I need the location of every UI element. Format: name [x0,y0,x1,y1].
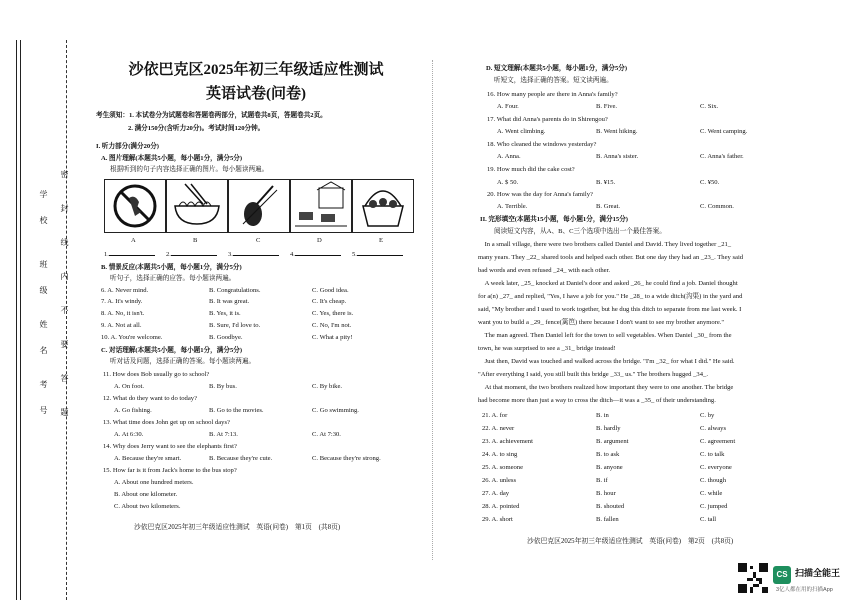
question-text: 20. How was the day for Anna's family? [487,191,593,198]
exam-subtitle: 英语试卷(问卷) [206,86,306,102]
picture-noodles [166,179,228,233]
option[interactable]: A. About one hundred meters. [114,479,194,486]
option[interactable]: B. Goodbye. [209,334,243,341]
question-text: 17. What did Anna's parents do in Shirengou? [487,116,608,123]
passage-line: Just then, David was touched and walked across the bridge. "I'm _32_ for what I did." He said. [478,358,735,365]
option[interactable]: A. Because they're smart. [114,455,182,462]
picture-farm [290,179,352,233]
no-talking-icon [105,180,165,232]
option[interactable]: A. At 6:30. [114,431,144,438]
scanner-tagline: 3亿人都在用的扫描App [776,587,833,593]
part2-heading: II. 完形填空(本题共15小题，每小题1分，满分15分) [480,216,628,223]
exam-title: 沙依巴克区2025年初三年级适应性测试 [128,62,384,78]
picture-basket [352,179,414,233]
option[interactable]: C. What a pity! [312,334,353,341]
passage-line: for a(n) _27_ and replied, "Yes, I have a job for you." He _28_ to a wide ditch(沟渠) in the yard and [478,293,743,300]
option[interactable]: C. everyone [700,464,732,471]
secA-heading: A. 图片理解(本题共5小题，每小题1分，满分5分) [101,155,243,162]
secD-desc: 听短文，选择正确的答案。短文读两遍。 [494,77,613,84]
option[interactable]: C. Went camping. [700,128,748,135]
picture-no-noise [104,179,166,233]
passage-line: At that moment, the two brothers realized how important they were to one another. The bridge [478,384,734,391]
option[interactable]: B. Went hiking. [596,128,638,135]
answer-blank-2[interactable]: 2. [166,252,217,259]
option[interactable]: 9. A. Not at all. [101,322,142,329]
option[interactable]: B. in [596,412,609,419]
fruit-basket-icon [353,180,413,232]
option[interactable]: 6. A. Never mind. [101,287,149,294]
passage-line: The man agreed. Then Daniel left for the town to sell vegetables. When Daniel _30_ from the [478,332,732,339]
passage-line: town, he was surprised to see a _31_ bridge instead! [478,345,616,352]
option[interactable]: C. Common. [700,203,734,210]
part2-desc: 阅读短文内容，从A、B、C三个选项中选出一个最佳答案。 [494,228,666,235]
option[interactable]: 21. A. for [482,412,508,419]
option[interactable]: C. Yes, there is. [312,310,354,317]
option[interactable]: B. Sure, I'd love to. [209,322,261,329]
option[interactable]: B. Anna's sister. [596,153,639,160]
option[interactable]: C. Six. [700,103,719,110]
option[interactable]: B. hardly [596,425,621,432]
scanner-app-name: 扫描全能王 [795,568,841,578]
option[interactable]: C. No, I'm not. [312,322,352,329]
option[interactable]: B. hour [596,490,616,497]
option[interactable]: A. Went climbing. [497,128,546,135]
option[interactable]: C. ¥50. [700,179,720,186]
option[interactable]: 29. A. short [482,516,513,523]
binding-margin [0,0,72,608]
option[interactable]: B. Great. [596,203,620,210]
option[interactable]: A. Anna. [497,153,521,160]
secD-heading: D. 短文理解(本题共5小题，每小题1分，满分5分) [486,65,628,72]
option[interactable]: B. shouted [596,503,625,510]
option[interactable]: A. Terrible. [497,203,528,210]
option[interactable]: C. always [700,425,727,432]
secB-heading: B. 情景反应(本题共5小题，每小题1分，满分5分) [101,264,242,271]
page-divider [432,60,433,560]
option[interactable]: 7. A. It's windy. [101,298,143,305]
farm-icon [291,180,351,232]
passage-line: "After everything I said, you still built this bridge _33_ us." The brothers hugged _34_. [478,371,708,378]
notes-line-2: 2. 满分150分(含听力20分)。考试时间120分钟。 [128,125,265,132]
seal-text: 密封线内不要答题 [60,170,69,442]
secA-desc: 根据听到的句子内容选择正确的图片。每小题读两遍。 [110,166,269,173]
binding-label-class: 班级 [39,260,48,312]
noodle-bowl-icon [167,180,227,232]
option[interactable]: C. jumped [700,503,728,510]
option[interactable]: C. tall [700,516,717,523]
option[interactable]: B. fallen [596,516,619,523]
option[interactable]: C. to talk [700,451,725,458]
option[interactable]: 22. A. never [482,425,515,432]
option[interactable]: 10. A. You're welcome. [101,334,163,341]
option[interactable]: A. Go fishing. [114,407,152,414]
option[interactable]: B. Congratulations. [209,287,261,294]
answer-blank-4[interactable]: 4. [290,252,341,259]
question-text: 18. Who cleaned the windows yesterday? [487,141,597,148]
option[interactable]: B. ¥15. [596,179,616,186]
option[interactable]: B. argument [596,438,629,445]
option[interactable]: B. About one kilometer. [114,491,178,498]
option[interactable]: C. by [700,412,715,419]
option[interactable]: C. It's cheap. [312,298,347,305]
page-footer-2: 沙依巴克区2025年初三年级适应性测试 英语(问卷) 第2页 (共8页) [527,538,734,545]
qr-code-icon [738,563,768,593]
question-text: 12. What do they want to do today? [103,395,198,402]
passage-line: want you to build a _29_ fence(篱笆) there because I don't want to see my brother anymore." [478,319,725,326]
option[interactable]: C. By bike. [312,383,343,390]
answer-blank-3[interactable]: 3. [228,252,279,259]
option[interactable]: B. anyone [596,464,623,471]
image-label-c: C [256,237,261,244]
option[interactable]: C. At 7:30. [312,431,341,438]
option[interactable]: 27. A. day [482,490,510,497]
question-text: 19. How much did the cake cost? [487,166,575,173]
page-footer-1: 沙依巴克区2025年初三年级适应性测试 英语(问卷) 第1页 (共8页) [134,524,341,531]
option[interactable]: B. By bus. [209,383,237,390]
option[interactable]: 23. A. achievement [482,438,533,445]
option[interactable]: 28. A. pointed [482,503,520,510]
option[interactable]: B. Go to the movies. [209,407,264,414]
option[interactable]: B. if [596,477,608,484]
binding-label-number: 考号 [39,380,48,432]
passage-line: many years. They _22_ shared tools and helped each other. But one day they had an _23_. They said [478,254,744,261]
option[interactable]: C. About two kilometers. [114,503,181,510]
camscanner-logo-icon: CS [773,566,791,584]
binding-line [16,40,17,600]
question-text: 16. How many people are there in Anna's family? [487,91,618,98]
option[interactable]: C. Because they're strong. [312,455,381,462]
violin-icon [229,180,289,232]
option[interactable]: A. $ 50. [497,179,519,186]
option[interactable]: C. Anna's father. [700,153,744,160]
option[interactable]: A. Four. [497,103,519,110]
passage-line: A week later, _25_ knocked at Daniel's door and asked _26_ he could find a job. Daniel thought [478,280,738,287]
answer-blank-5[interactable]: 5. [352,252,403,259]
secC-desc: 听对话及问题，选择正确的答案。每小题读两遍。 [110,358,256,365]
option[interactable]: C. while [700,490,723,497]
option[interactable]: 8. A. No, it isn't. [101,310,145,317]
answer-blank-1[interactable]: 1. [104,252,155,259]
binding-line [20,40,21,600]
question-text: 15. How far is it from Jack's home to the bus stop? [103,467,237,474]
option[interactable]: B. Yes, it is. [209,310,241,317]
binding-label-name: 姓名 [39,320,48,372]
passage-line: In a small village, there were two brothers called Daniel and David. They lived together _21_ [478,241,732,248]
option[interactable]: 25. A. someone [482,464,524,471]
secC-heading: C. 对话理解(本题共5小题，每小题1分，满分5分) [101,347,243,354]
option[interactable]: A. On foot. [114,383,145,390]
secB-desc: 听句子，选择正确的应答。每小题读两遍。 [110,275,236,282]
notes-line-1: 考生须知：1. 本试卷分为试题卷和答题卷两部分，试题卷共8页，答题卷共2页。 [96,112,327,119]
part1-heading: I. 听力部分(满分20分) [96,143,160,150]
option[interactable]: C. Good idea. [312,287,349,294]
question-text: 14. Why does Jerry want to see the elephants first? [103,443,237,450]
image-label-d: D [317,237,322,244]
passage-line: had become more than just a way to cross the ditch—it was a _35_ of their understanding. [478,397,716,404]
option[interactable]: C. though [700,477,727,484]
picture-violin [228,179,290,233]
question-text: 11. How does Bob usually go to school? [103,371,210,378]
binding-label-school: 学校 [39,190,48,242]
option[interactable]: B. to ask [596,451,620,458]
question-text: 13. What time does John get up on school days? [103,419,230,426]
image-label-a: A [131,237,136,244]
image-label-b: B [193,237,198,244]
option[interactable]: B. At 7:13. [209,431,238,438]
option[interactable]: 26. A. unless [482,477,517,484]
option[interactable]: 24. A. to sing [482,451,518,458]
option[interactable]: B. Five. [596,103,618,110]
passage-line: said, "My brother and I used to work together, but he dug this ditch to separate from me last week. I [478,306,742,313]
passage-line: bad words and even refused _24_ with each other. [478,267,611,274]
option[interactable]: B. Because they're cute. [209,455,273,462]
option[interactable]: C. agreement [700,438,736,445]
option[interactable]: B. It was great. [209,298,250,305]
option[interactable]: C. Go swimming. [312,407,359,414]
image-label-e: E [379,237,384,244]
